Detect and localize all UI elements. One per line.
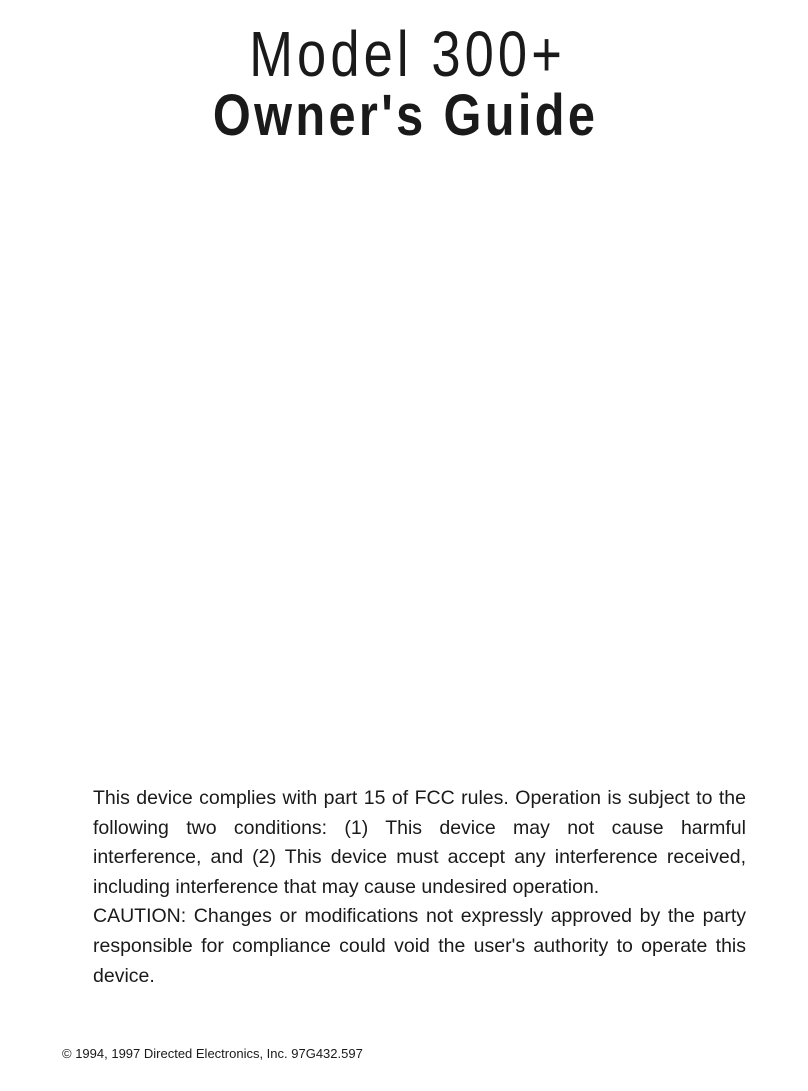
model-title: Model 300+ [249, 18, 566, 90]
title-block [0, 18, 808, 148]
fcc-compliance-paragraph: This device complies with part 15 of FCC rules. Operation is subject to the following two conditions: (1) This device may not cause harmful interference, and (2) This device must accept any interference received, including interference that may cause undesired operation. [93, 787, 746, 898]
copyright-line: © 1994, 1997 Directed Electronics, Inc. 97G432.597 [62, 1046, 363, 1061]
owners-guide-title: Owner's Guide [212, 83, 599, 148]
caution-paragraph: CAUTION: Changes or modifications not expressly approved by the party responsible for compliance could void the user's authority to operate this device. [93, 905, 746, 987]
fcc-notice [93, 784, 746, 991]
